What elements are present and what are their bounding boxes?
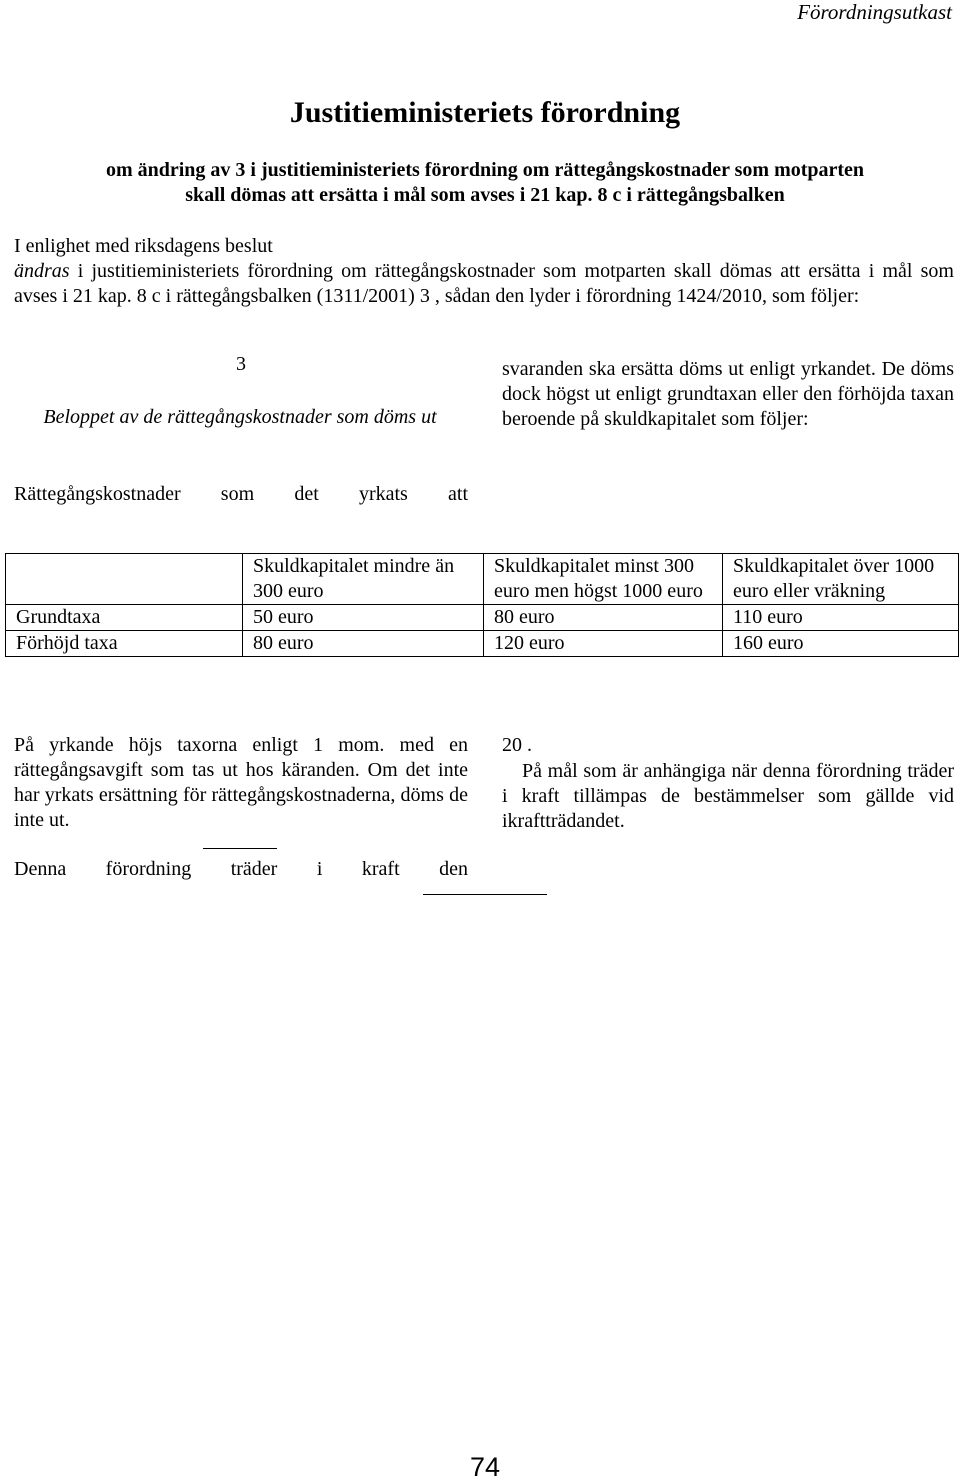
document-subtitle xyxy=(20,158,950,208)
closing-left-paragraph: På yrkande höjs taxorna enligt 1 mom. med en rättegångsavgift som tas ut hos käranden. Om det inte har yrkats ersättning för rättegångskostnaderna, döms de inte ut. xyxy=(14,734,468,831)
table-cell: 110 euro xyxy=(723,605,959,631)
entry-year: 20 . xyxy=(502,734,532,756)
table-header-cell: Skuldkapitalet mindre än 300 euro xyxy=(243,554,484,605)
amends-text: i justitieministeriets förordning om rättegångskostnader som motparten skall dömas att ersätta i mål som avses i 21 kap. 8 c i rättegångsbalken (1311/2001) 3 , sådan den lyder i förordning 1424/2010, som följer: xyxy=(14,260,954,307)
document-title: Justitieministeriets förordning xyxy=(289,96,681,129)
entry-into-force-text: Denna förordning träder i kraft den xyxy=(14,858,468,880)
table-cell: Förhöjd taxa xyxy=(6,631,243,657)
table-cell: 80 euro xyxy=(484,605,723,631)
table-cell: 120 euro xyxy=(484,631,723,657)
page-number: 74 xyxy=(469,1452,501,1482)
section-text-left: Rättegångskostnader som det yrkats att xyxy=(14,483,468,505)
rates-table xyxy=(5,553,959,657)
preamble-decision: I enlighet med riksdagens beslut xyxy=(14,235,273,257)
subtitle-line-2: skall dömas att ersätta i mål som avses i 21 kap. 8 c i rättegångsbalken xyxy=(185,184,785,206)
table-cell: 80 euro xyxy=(243,631,484,657)
table-header-cell xyxy=(6,554,243,605)
section-number: 3 xyxy=(236,353,246,375)
document-header-label: Förordningsutkast xyxy=(797,0,952,24)
date-blank-rule xyxy=(423,894,547,895)
section-text-right: svaranden ska ersätta döms ut enligt yrkandet. De döms dock högst ut enligt grundtaxan eller den förhöjda taxan beroende på skuldkapitalet som följer: xyxy=(502,358,954,430)
subtitle-line-1: om ändring av 3 i justitieministeriets förordning om rättegångskostnader som motparten xyxy=(105,159,865,181)
table-header-cell: Skuldkapitalet minst 300 euro men högst 1000 euro xyxy=(484,554,723,605)
table-cell: 50 euro xyxy=(243,605,484,631)
section-heading: Beloppet av de rättegångskostnader som döms ut xyxy=(43,406,437,428)
separator-rule xyxy=(203,848,277,849)
table-cell: Grundtaxa xyxy=(6,605,243,631)
table-row xyxy=(6,605,959,631)
table-row xyxy=(6,631,959,657)
table-header-row xyxy=(6,554,959,605)
preamble-amendment xyxy=(14,259,954,309)
amends-word: ändras xyxy=(14,260,70,282)
table-header-cell: Skuldkapitalet över 1000 euro eller vräkning xyxy=(723,554,959,605)
closing-right-paragraph: På mål som är anhängiga när denna förordning träder i kraft tillämpas de bestämmelser som gällde vid ikraftträdandet. xyxy=(502,760,954,832)
table-cell: 160 euro xyxy=(723,631,959,657)
